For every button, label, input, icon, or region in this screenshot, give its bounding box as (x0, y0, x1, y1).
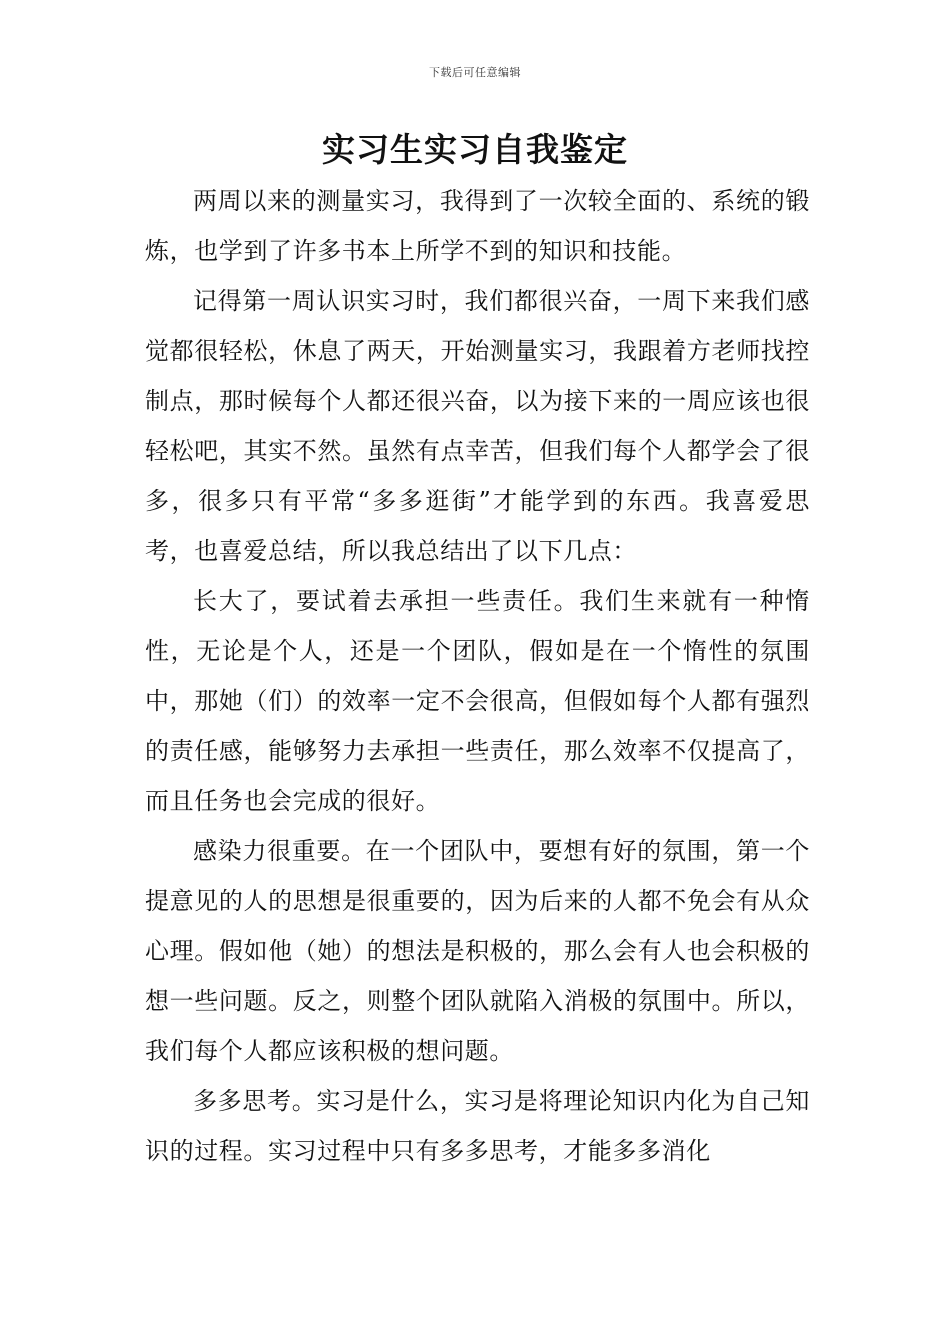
header-note: 下载后可任意编辑 (429, 66, 521, 79)
paragraph: 感染力很重要。在一个团队中，要想有好的氛围，第一个提意见的人的思想是很重要的，因为后来的人都不免会有从众心理。假如他（她）的想法是积极的，那么会有人也会积极的想一些问题。反之，则整个团队就陷入消极的氛围中。所以，我们每个人都应该积极的想问题。 (145, 837, 810, 1065)
page-title: 实习生实习自我鉴定 (322, 130, 628, 169)
paragraph: 长大了，要试着去承担一些责任。我们生来就有一种惰性，无论是个人，还是一个团队，假如是在一个惰性的氛围中，那她（们）的效率一定不会很高，但假如每个人都有强烈的责任感，能够努力去承担一些责任，那么效率不仅提高了，而且任务也会完成的很好。 (145, 587, 810, 815)
document-body (145, 176, 810, 1176)
paragraph: 两周以来的测量实习，我得到了一次较全面的、系统的锻炼，也学到了许多书本上所学不到的知识和技能。 (145, 187, 810, 265)
paragraph: 记得第一周认识实习时，我们都很兴奋，一周下来我们感觉都很轻松，休息了两天，开始测量实习，我跟着方老师找控制点，那时候每个人都还很兴奋，以为接下来的一周应该也很轻松吧，其实不然。虽然有点幸苦，但我们每个人都学会了很多，很多只有平常“多多逛街”才能学到的东西。我喜爱思考，也喜爱总结，所以我总结出了以下几点： (145, 287, 810, 565)
paragraph: 多多思考。实习是什么，实习是将理论知识内化为自己知识的过程。实习过程中只有多多思考，才能多多消化 (145, 1087, 810, 1165)
